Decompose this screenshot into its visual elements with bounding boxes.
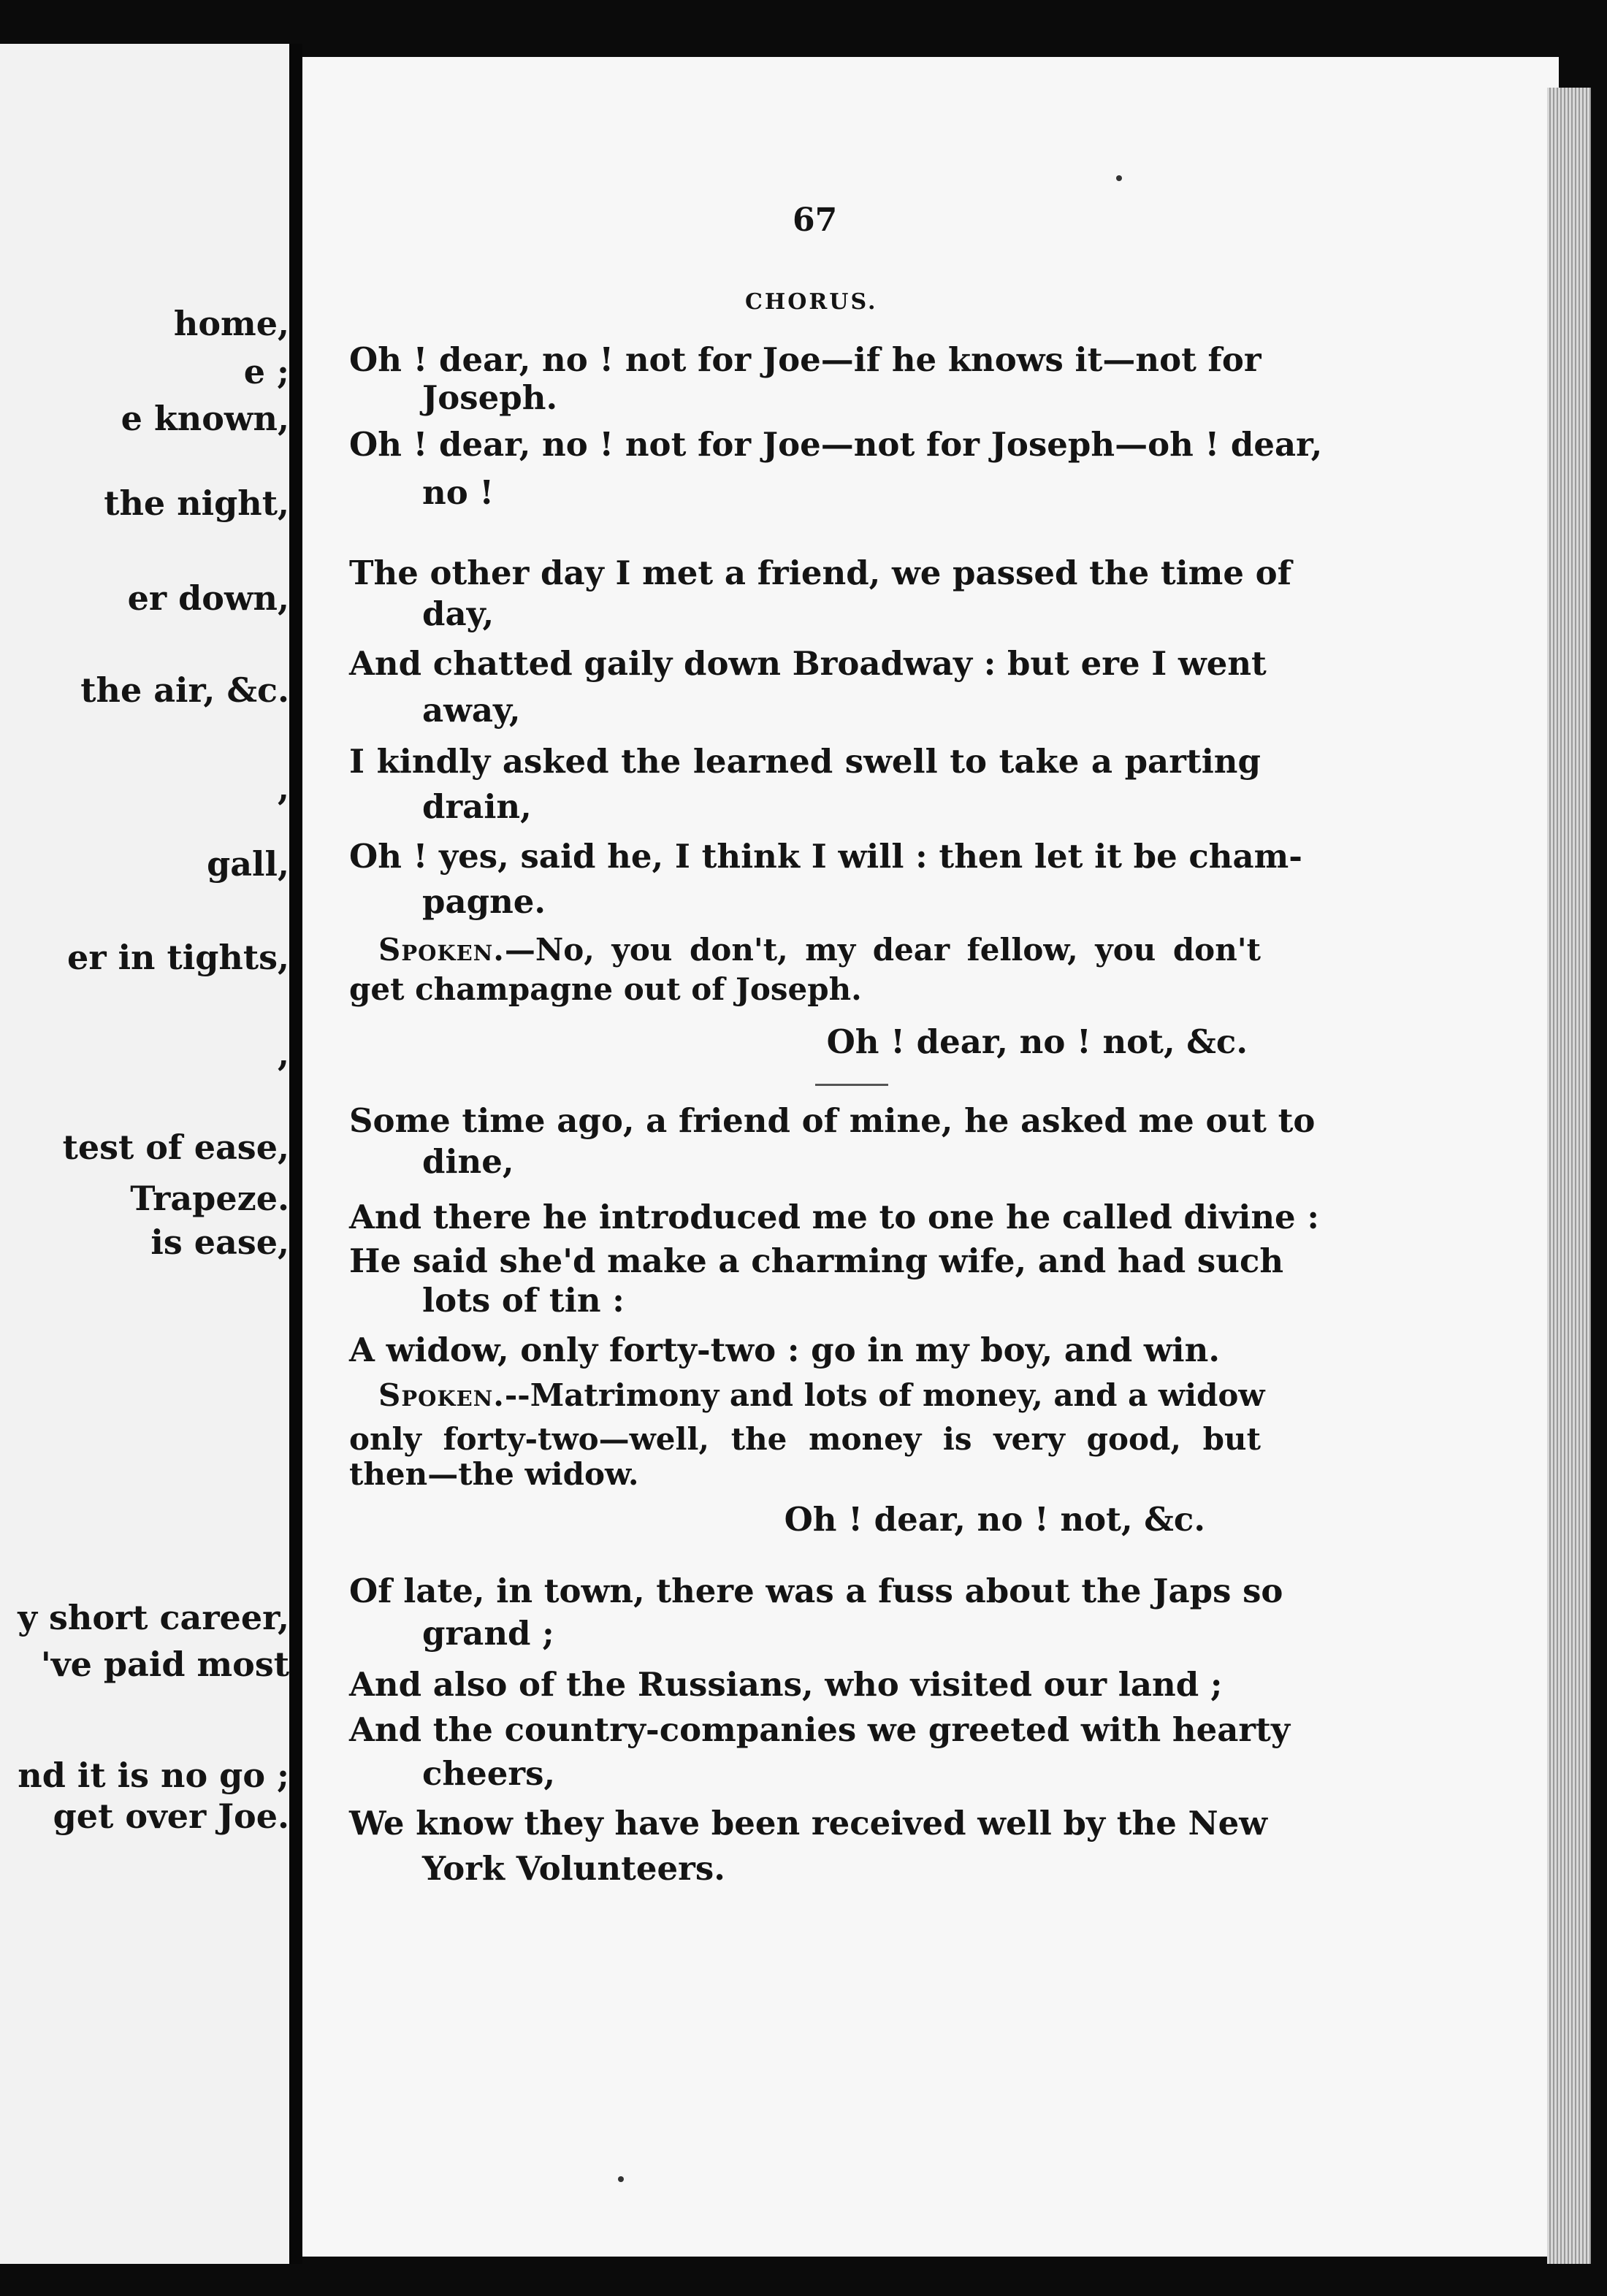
spoken-text <box>378 932 1261 968</box>
spoken-label: Spoken. <box>378 1377 505 1413</box>
verse-line-continuation: day, <box>422 594 495 633</box>
page-edge <box>1547 88 1591 2264</box>
left-text-fragment: er down, <box>127 578 289 618</box>
ink-speck <box>1116 175 1122 181</box>
page-gutter <box>289 44 302 2264</box>
verse-line: And the country-companies we greeted with hearty <box>349 1710 1290 1749</box>
verse-line-continuation: cheers, <box>422 1754 556 1793</box>
verse-line-continuation: dine, <box>422 1142 514 1181</box>
verse-line: And also of the Russians, who visited our land ; <box>349 1665 1223 1704</box>
verse-line: The other day I met a friend, we passed the time of <box>349 554 1292 592</box>
left-text-fragment: test of ease, <box>62 1128 289 1167</box>
verse-line-continuation: York Volunteers. <box>422 1849 725 1888</box>
spoken-text-first: —No, you don't, my dear fellow, you don't <box>504 932 1261 968</box>
verse-line: Oh ! yes, said he, I think I will : then let it be cham- <box>349 837 1302 876</box>
verse-line-continuation: away, <box>422 691 521 730</box>
left-text-fragment: nd it is no go ; <box>18 1756 289 1795</box>
page-number: 67 <box>793 202 838 239</box>
left-text-fragment: home, <box>173 304 289 343</box>
spoken-text-continuation: then—the widow. <box>349 1456 639 1492</box>
left-text-fragment: er in tights, <box>67 938 289 977</box>
verse-line: Of late, in town, there was a fuss about the Japs so <box>349 1572 1283 1610</box>
spoken-text-continuation: only forty-two—well, the money is very good, but <box>349 1421 1261 1457</box>
verse-line: A widow, only forty-two : go in my boy, and win. <box>349 1331 1221 1369</box>
spoken-label: Spoken. <box>378 932 505 968</box>
left-text-fragment: Trapeze. <box>130 1179 289 1218</box>
chorus-line: Oh ! dear, no ! not for Joe—if he knows it—not for <box>349 340 1261 379</box>
verse-line: I kindly asked the learned swell to take a parting <box>349 742 1261 781</box>
verse-line: And chatted gaily down Broadway : but ere I went <box>349 644 1267 683</box>
left-text-fragment: the night, <box>104 483 289 523</box>
left-page <box>0 44 289 2264</box>
verse-line-continuation: drain, <box>422 787 532 826</box>
verse-line: And there he introduced me to one he called divine : <box>349 1198 1319 1236</box>
verse-line: We know they have been received well by the New <box>349 1804 1268 1842</box>
refrain: Oh ! dear, no ! not, &c. <box>826 1022 1248 1061</box>
left-text-fragment: gall, <box>207 844 289 884</box>
left-text-fragment: 've paid most <box>40 1645 289 1684</box>
left-text-fragment: y short career, <box>18 1598 289 1637</box>
spoken-text <box>378 1377 1265 1413</box>
left-text-fragment: , <box>277 768 289 808</box>
left-text-fragment: e known, <box>121 399 289 438</box>
left-text-fragment: get over Joe. <box>53 1796 289 1836</box>
spoken-text-first: --Matrimony and lots of money, and a widow <box>504 1377 1265 1413</box>
verse-line: He said she'd make a charming wife, and had such <box>349 1241 1284 1280</box>
verse-line-continuation: lots of tin : <box>422 1281 625 1320</box>
ink-speck <box>618 2176 624 2182</box>
chorus-heading: CHORUS. <box>745 289 878 315</box>
section-tick <box>815 1084 888 1086</box>
spoken-text-continuation: get champagne out of Joseph. <box>349 971 862 1007</box>
left-text-fragment: the air, &c. <box>80 670 289 710</box>
refrain: Oh ! dear, no ! not, &c. <box>784 1500 1205 1539</box>
left-text-fragment: e ; <box>243 352 289 391</box>
verse-line: Some time ago, a friend of mine, he asked me out to <box>349 1101 1316 1140</box>
chorus-line-continuation: Joseph. <box>422 378 558 417</box>
left-text-fragment: , <box>277 1034 289 1074</box>
verse-line-continuation: pagne. <box>422 882 546 921</box>
verse-line-continuation: grand ; <box>422 1614 554 1653</box>
left-text-fragment: is ease, <box>150 1222 289 1262</box>
chorus-line: Oh ! dear, no ! not for Joe—not for Joseph—oh ! dear, <box>349 425 1323 464</box>
chorus-line-continuation: no ! <box>422 473 495 512</box>
